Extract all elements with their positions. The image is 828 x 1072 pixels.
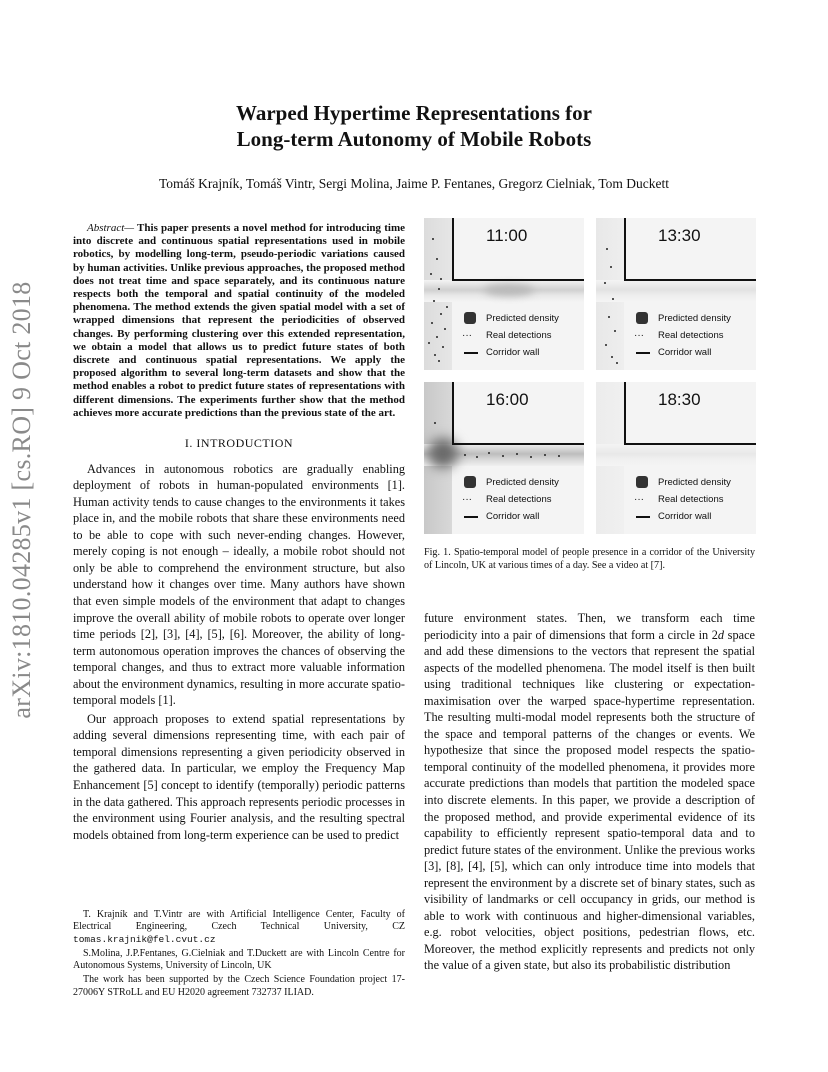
right-text-part-2: space and add these dimensions to the vectors that represent the spatial aspects of the modelled phenomena. The model itself is then built using traditional techniques like clustering or expectation-maximisation over the warped space-hypertime representation. The resulting multi-modal model represents both the structure of the space and temporal patterns of the changes or events. We hypothesize that since the proposed model respects the spatio-temporal continuity of the modelled phenomena, it provides more accurate predictions than models that partition the modeled space into discrete elements. In this paper, we provide a description of the proposed method, and provide experimental evidence of its capability to efficiently represent spatio-temporal data and to predict future states of the environment. Unlike the previous works [3], [8], [4], [5], which can only introduce time into models that represent the environment by a discrete set of binary states, such as visibility of landmarks or cell occupancy in grids, our method is able to work with continuous and higher-dimensional variables, e.g. robot velocities, object positions, pedestrian flows, etc. Moreover, the method explicitly represents and predicts not only the value of a given state, but also its probabilistic distribution bbox=[424, 627, 755, 973]
footnote-funding: The work has been supported by the Czech Science Foundation project 17-27006Y STRoLL and EU H2020 agreement 732737 ILIAD. bbox=[73, 974, 405, 998]
arxiv-id: arXiv:1810.04285v1 [cs.RO] 9 Oct 2018 bbox=[7, 281, 36, 719]
figure-legend: Predicted density ··· Real detections Corridor wall bbox=[634, 313, 731, 358]
figure-legend: Predicted density ··· Real detections Corridor wall bbox=[462, 313, 559, 358]
legend-corridor-wall: Corridor wall bbox=[486, 347, 540, 358]
legend-corridor-wall: Corridor wall bbox=[658, 347, 712, 358]
figure-caption: Fig. 1. Spatio-temporal model of people presence in a corridor of the University of Lincoln, UK at various times of a day. See a video at [7]. bbox=[424, 547, 755, 571]
footnotes bbox=[73, 909, 405, 1001]
authors: Tomáš Krajník, Tomáš Vintr, Sergi Molina, Jaime P. Fentanes, Gregorz Cielniak, Tom Duckett bbox=[159, 176, 669, 191]
abstract-text: This paper presents a novel method for introducing time into discrete and continuous spatial representations used in mobile robotics, by modelling long-term, pseudo-periodic variations caused by human activities. Unlike previous approaches, the proposed method does not treat time and space separately, and its continuous nature respects both the temporal and spatial continuity of the modeled phenomena. The method extends the given spatial model with a set of wrapped dimensions that represent the periodicities of observed changes. By performing clustering over this extended representation, we obtain a model that allows us to predict future states of both discrete and continuous spatial representations. We apply the proposed algorithm to several long-term datasets and show that the method enables a robot to predict future states of representations with different dimensions. The experiments further show that the method achieves more accurate predictions than the previous state of the art. bbox=[73, 222, 405, 419]
legend-predicted-density: Predicted density bbox=[486, 313, 559, 324]
figure-1 bbox=[424, 218, 756, 538]
footnote-email: tomas.krajnik@fel.cvut.cz bbox=[73, 933, 216, 945]
left-column bbox=[73, 222, 405, 843]
figure-legend: Predicted density ··· Real detections Corridor wall bbox=[462, 477, 559, 522]
legend-predicted-density: Predicted density bbox=[486, 477, 559, 488]
legend-real-detections: Real detections bbox=[486, 330, 552, 341]
section-heading: I. INTRODUCTION bbox=[184, 436, 294, 451]
intro-paragraph-1: Advances in autonomous robotics are gradually enabling deployment of robots in human-populated environments [1]. Human activity tends to cause changes to the environments it takes place in, and the mobile robots that share these environments need to be able to cope with such never-ending changes. However, merely coping is not enough – ideally, a mobile robot should not only be able to comprehend the environment structure, but also understand how it changes over time. Many authors have shown that even simple models of the environment that adapt to changes improve the overall ability of mobile robots to operate over longer time periods [2], [3], [4], [5], [6]. Moreover, the ability of long-term autonomous operation improves the chances of observing the temporal changes, and thus to extract more valuable information about the environment dynamics, resulting in more accurate spatio-temporal models [1]. bbox=[73, 461, 405, 708]
title-line-2: Long-term Autonomy of Mobile Robots bbox=[236, 127, 592, 151]
figure-panel-1100 bbox=[424, 218, 584, 370]
intro-paragraph-2: Our approach proposes to extend spatial representations by adding several dimensions representing time, with each pair of temporal dimensions representing a given periodicity observed in the gathered data. In particular, we employ the Frequency Map Enhancement [5] concept to identify (temporally) periodic patterns in the data gathered. This approach represents periodic processes in the environment using Fourier analysis, and the resulting spectral models obtained from long-term experience can be used to predict bbox=[73, 711, 405, 842]
arxiv-watermark bbox=[4, 281, 40, 719]
figure-panel-1600 bbox=[424, 382, 584, 534]
legend-corridor-wall: Corridor wall bbox=[486, 511, 540, 522]
right-text-part-1: future environment states. Then, we transform each time periodicity into a pair of dimensions that form a circle in 2 bbox=[424, 611, 755, 642]
legend-predicted-density: Predicted density bbox=[658, 313, 731, 324]
legend-corridor-wall: Corridor wall bbox=[658, 511, 712, 522]
panel-time-1: 11:00 bbox=[486, 226, 528, 245]
legend-real-detections: Real detections bbox=[658, 330, 724, 341]
panel-time-2: 13:30 bbox=[658, 226, 701, 245]
footnote-affiliation-2: S.Molina, J.P.Fentanes, G.Cielniak and T.Duckett are with Lincoln Centre for Autonomous Systems, University of Lincoln, UK bbox=[73, 947, 405, 972]
footnote-1-text: T. Krajník and T.Vintr are with Artificial Intelligence Center, Faculty of Electrical Engineering, Czech Technical University, CZ bbox=[73, 909, 405, 933]
panel-time-3: 16:00 bbox=[486, 390, 529, 409]
legend-real-detections: Real detections bbox=[658, 494, 724, 505]
right-text-italic: d bbox=[717, 627, 725, 642]
panel-time-4: 18:30 bbox=[658, 390, 701, 409]
figure-legend: Predicted density ··· Real detections Corridor wall bbox=[634, 477, 731, 522]
right-column bbox=[424, 610, 755, 974]
legend-real-detections: Real detections bbox=[486, 494, 552, 505]
right-paragraph bbox=[424, 610, 755, 974]
abstract bbox=[73, 222, 405, 420]
figure-panel-1830 bbox=[596, 382, 756, 534]
paper-title bbox=[0, 100, 828, 152]
legend-predicted-density: Predicted density bbox=[658, 477, 731, 488]
title-line-1: Warped Hypertime Representations for bbox=[236, 101, 592, 125]
figure-panel-1330 bbox=[596, 218, 756, 370]
abstract-label: Abstract— bbox=[87, 222, 135, 234]
footnote-affiliation-1 bbox=[73, 909, 405, 946]
